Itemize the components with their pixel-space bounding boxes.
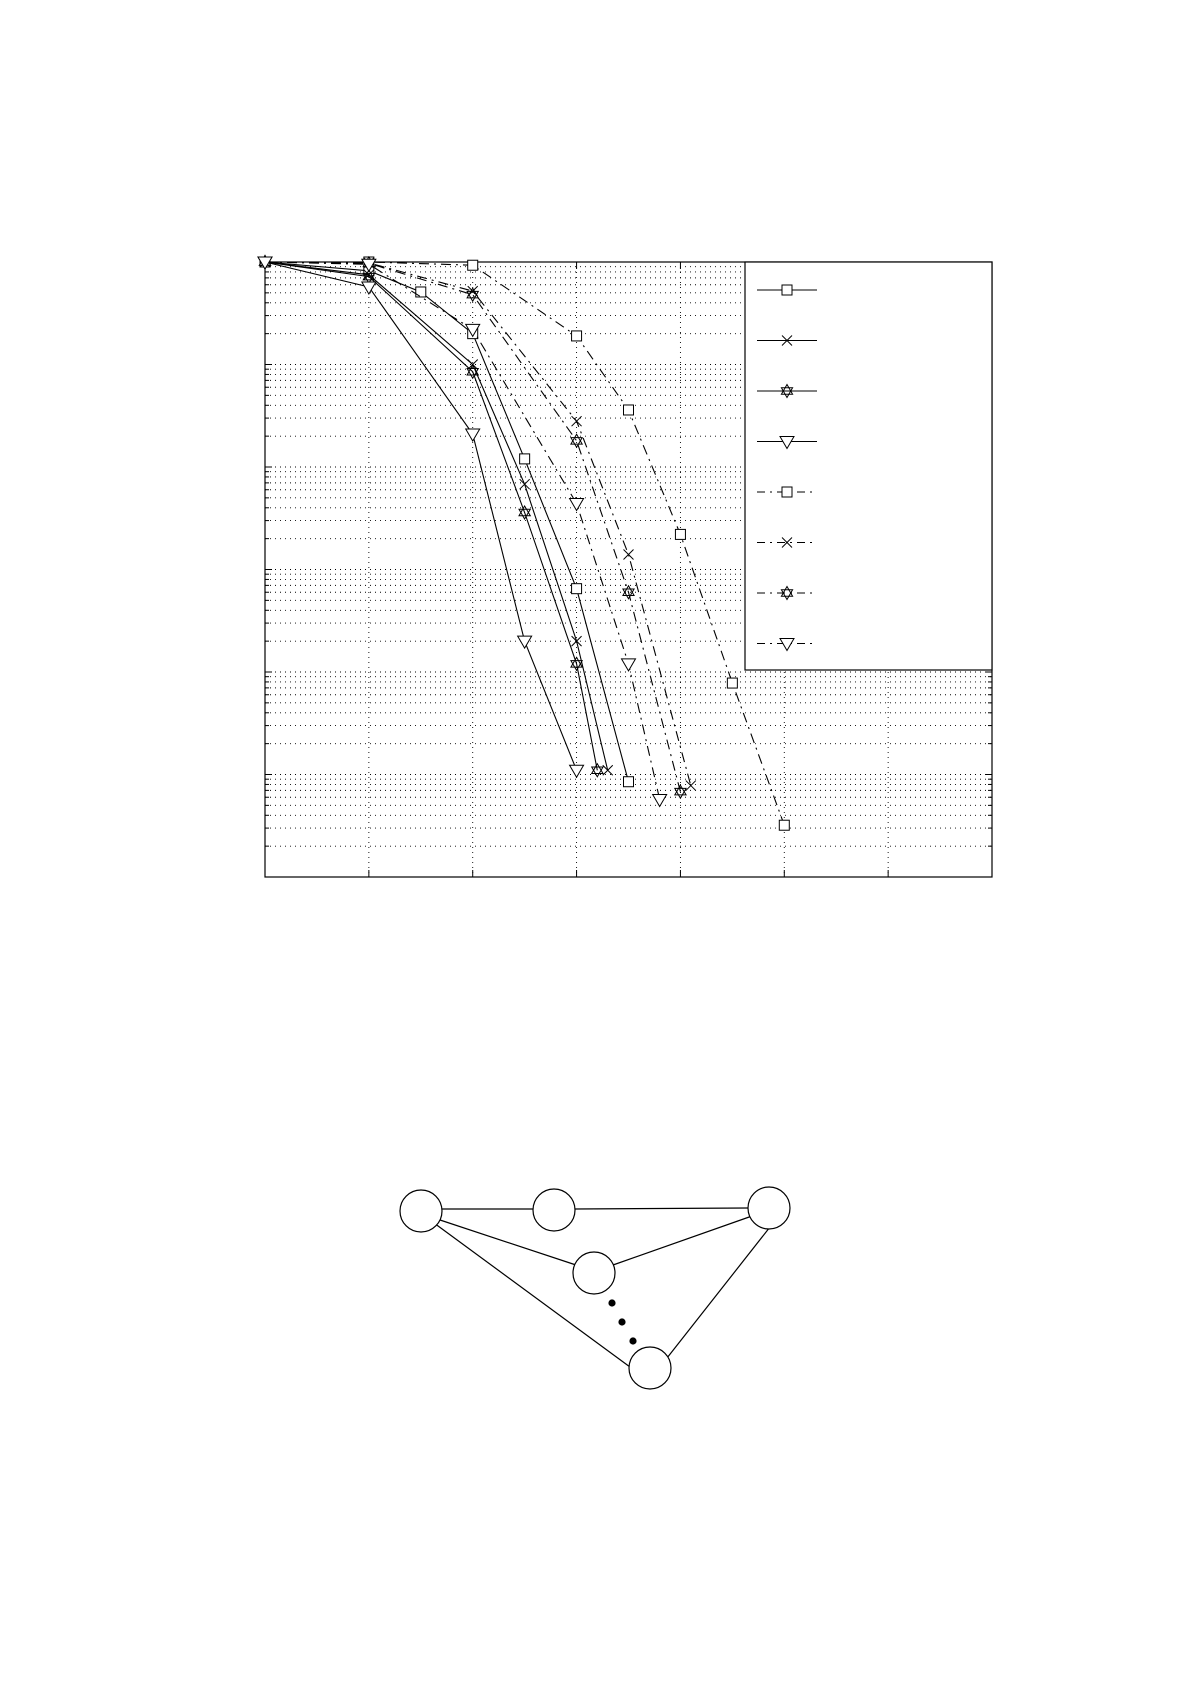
node-n3 <box>748 1187 790 1229</box>
marker-triangle <box>362 282 376 294</box>
marker-square <box>416 287 426 297</box>
series-line <box>265 262 784 825</box>
edge-n5-n3 <box>667 1227 770 1358</box>
ellipsis-dot <box>618 1318 625 1325</box>
node-n5 <box>629 1347 671 1389</box>
marker-triangle <box>622 659 636 671</box>
marker-square <box>624 405 634 415</box>
marker-x <box>603 765 613 775</box>
data-point <box>466 429 480 441</box>
data-point <box>624 777 634 787</box>
ellipsis-dot <box>608 1299 615 1306</box>
edge-n4-n3 <box>613 1216 752 1265</box>
edge-n1-n5 <box>434 1223 630 1367</box>
series-group <box>258 256 789 831</box>
node-n2 <box>533 1189 575 1231</box>
edge-n2-n3 <box>575 1208 748 1209</box>
marker-square <box>572 331 582 341</box>
marker-triangle <box>570 765 584 777</box>
data-point <box>622 659 636 671</box>
marker-x <box>624 550 634 560</box>
data-point <box>570 765 584 777</box>
network-diagram <box>400 1187 790 1389</box>
series-8 <box>258 257 667 807</box>
marker-x <box>686 781 696 791</box>
data-point <box>624 405 634 415</box>
marker-square <box>468 260 478 270</box>
series-5 <box>260 257 789 830</box>
ellipsis-dots <box>608 1299 636 1344</box>
marker-square <box>779 820 789 830</box>
marker-triangle <box>466 429 480 441</box>
node-n1 <box>400 1190 442 1232</box>
marker-square <box>782 487 792 497</box>
marker-hexagram <box>592 764 603 777</box>
data-point <box>675 529 685 539</box>
node-n4 <box>573 1252 615 1294</box>
data-point <box>653 795 667 807</box>
legend <box>745 262 992 670</box>
data-point <box>572 584 582 594</box>
marker-triangle <box>653 795 667 807</box>
marker-triangle <box>570 499 584 511</box>
chart <box>258 256 992 878</box>
marker-square <box>624 777 634 787</box>
data-point <box>603 765 613 775</box>
data-point <box>727 678 737 688</box>
data-point <box>520 454 530 464</box>
marker-triangle <box>518 636 532 648</box>
marker-x <box>520 479 530 489</box>
data-point <box>520 479 530 489</box>
marker-square <box>782 285 792 295</box>
data-point <box>686 781 696 791</box>
data-point <box>468 260 478 270</box>
series-line <box>265 262 660 800</box>
marker-square <box>675 529 685 539</box>
series-4 <box>258 257 584 777</box>
data-point <box>572 331 582 341</box>
series-2 <box>260 257 613 775</box>
data-point <box>624 550 634 560</box>
series-line <box>265 262 691 786</box>
legend-box <box>745 262 992 670</box>
data-point <box>362 282 376 294</box>
marker-square <box>727 678 737 688</box>
data-point <box>570 499 584 511</box>
marker-square <box>572 584 582 594</box>
data-point <box>779 820 789 830</box>
data-point <box>518 636 532 648</box>
marker-square <box>520 454 530 464</box>
ellipsis-dot <box>629 1337 636 1344</box>
data-point <box>416 287 426 297</box>
data-point <box>592 764 603 777</box>
